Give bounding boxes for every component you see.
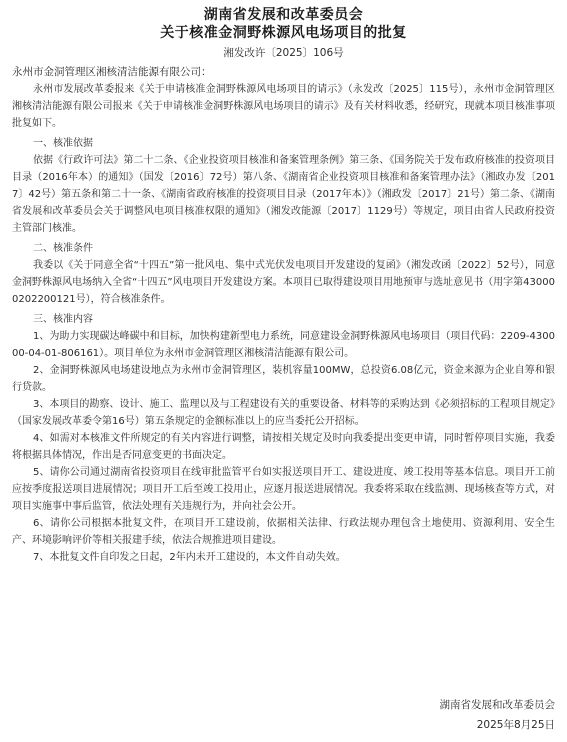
signature-date: 2025年8月25日 [476, 719, 555, 731]
signature-organization: 湖南省发展和改革委员会 [439, 699, 555, 711]
content-item-2: 2、金洞野株源风电场建设地点为永州市金洞管理区，装机容量100MW，总投资6.08亿元，资金来源为企业自筹和银行贷款。 [12, 365, 555, 393]
section-basis [12, 135, 555, 237]
document-title-line1: 湖南省发展和改革委员会 [203, 7, 364, 23]
document-number: 湘发改许〔2025〕106号 [223, 47, 344, 59]
section-heading-content: 三、核准内容 [33, 314, 93, 325]
content-item-4: 4、如需对本核准文件所规定的有关内容进行调整，请按相关规定及时向我委提出变更申请，同时暂停项目实施，我委将根据具体情况，作出是否同意变更的书面决定。 [12, 433, 555, 461]
document-title-line2: 关于核准金洞野株源风电场项目的批复 [160, 25, 407, 41]
section-conditions [12, 240, 555, 308]
content-item-3: 3、本项目的勘察、设计、施工、监理以及与工程建设有关的重要设备、材料等的采购达到《必须招标的工程项目规定》（国家发展改革委令第16号）第五条规定的金额标准以上的应当委托公开招标。 [12, 399, 555, 427]
section-heading-basis: 一、核准依据 [33, 138, 93, 149]
content-item-7: 7、本批复文件自印发之日起，2年内未开工建设的，本文件自动失效。 [33, 552, 346, 563]
section-content [12, 311, 555, 566]
section-basis-paragraph: 依据《行政许可法》第二十二条、《企业投资项目核准和备案管理条例》第三条、《国务院关于发布政府核准的投资项目目录（2016年本）的通知》（国发〔2016〕72号）第八条、《湖南省企业投资项目核准和备案管理办法》（湘政办发〔2017〕42号）第五条和第二十一条、《湖南省政府核准的投资项目目录（2017年本）》（湘政发〔2017〕21号）第二条、《湖南省发展和改革委员会关于调整风电项目核准权限的通知》（湘发改能源〔2017〕1129号）等规定，项目由省人民政府投资主管部门核准。 [12, 155, 555, 234]
signature-block [440, 695, 556, 735]
content-item-1: 1、为助力实现碳达峰碳中和目标，加快构建新型电力系统，同意建设金洞野株源风电场项目（项目代码：2209-430000-04-01-806161）。项目单位为永州市金洞管理区湘核清洁能源有限公司。 [12, 331, 555, 359]
content-item-6: 6、请你公司根据本批复文件，在项目开工建设前，依据相关法律、行政法规办理包含土地使用、资源利用、安全生产、环境影响评价等相关报建手续，依法合规推进项目建设。 [12, 518, 555, 546]
addressee: 永州市金洞管理区湘核清洁能源有限公司： [12, 66, 212, 78]
intro-paragraph: 永州市发展改革委报来《关于申请核准金洞野株源风电场项目的请示》（永发改〔2025〕115号），永州市金洞管理区湘核清洁能源有限公司报来《关于申请核准金洞野株源风电场项目的请示》及有关材料收悉，经研究，现就本项目核准事项批复如下。 [12, 84, 555, 129]
section-heading-conditions: 二、核准条件 [33, 243, 93, 254]
content-item-5: 5、请你公司通过湖南省投资项目在线审批监管平台如实报送项目开工、建设进度、竣工投用等基本信息。项目开工前应按季度报送项目进展情况；项目开工后至竣工投用止，应逐月报送进展情况。我委将采取在线监测、现场核查等方式，对项目实施事中事后监管，依法处理有关违规行为，并向社会公开。 [12, 467, 555, 512]
section-conditions-paragraph: 我委以《关于同意全省“十四五”第一批风电、集中式光伏发电项目开发建设的复函》（湘发改函〔2022〕52号），同意金洞野株源风电场纳入全省“十四五”风电项目开发建设方案。本项目已取得建设项目用地预审与选址意见书（用字第430000202200121号），符合核准条件。 [12, 260, 555, 305]
